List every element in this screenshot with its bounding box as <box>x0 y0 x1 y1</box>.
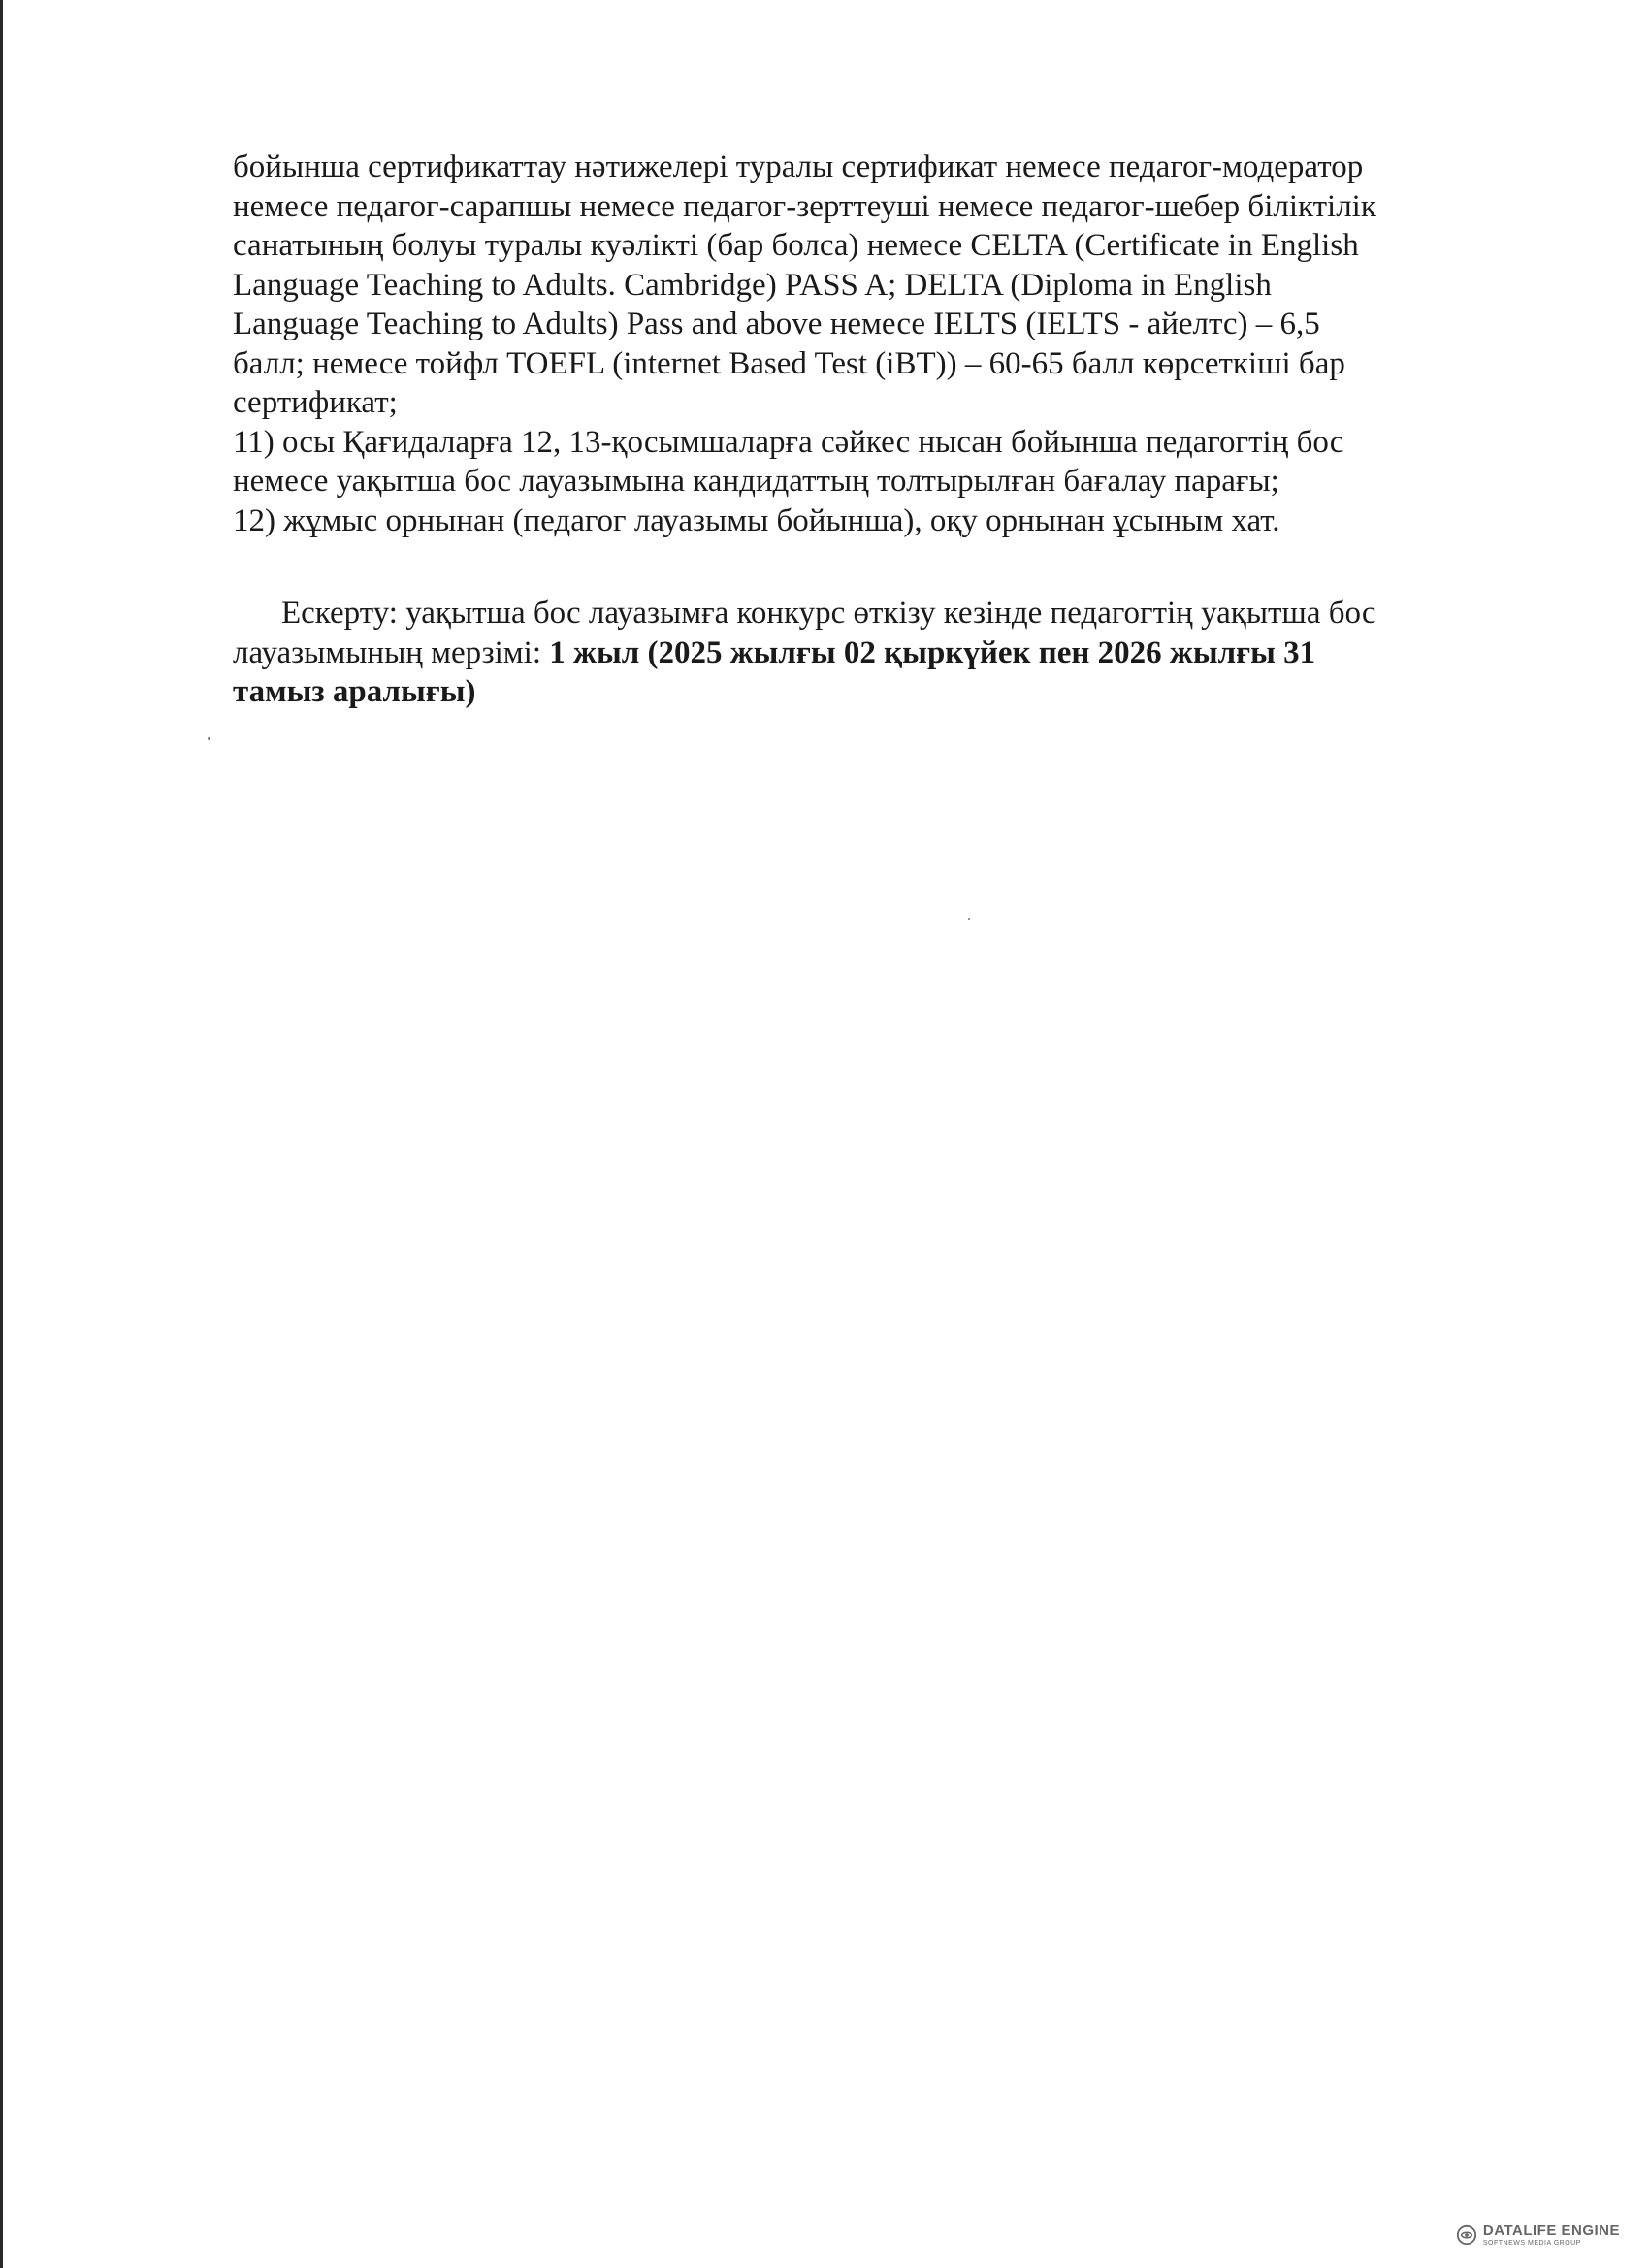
note-line <box>233 633 1494 673</box>
text-line: бойынша сертификаттау нәтижелері туралы сертификат немесе педагог-модератор <box>233 149 1364 184</box>
note-paragraph <box>233 594 1494 712</box>
scan-speck <box>968 918 970 920</box>
datalife-logo-icon <box>1456 2224 1477 2246</box>
footer-brand: DATALIFE ENGINE <box>1482 2222 1620 2239</box>
document-body <box>233 147 1494 540</box>
note-line: Ескерту: уақытша бос лауазымға конкурс өткізу кезінде педагогтің уақытша бос <box>281 596 1376 631</box>
footer-sub: SOFTNEWS MEDIA GROUP <box>1482 2240 1581 2247</box>
text-line: немесе педагог-сарапшы немесе педагог-зерттеуші немесе педагог-шебер біліктілік <box>233 188 1376 224</box>
text-line: балл; немесе тойфл TOEFL (internet Based Test (iBT)) – 60-65 балл көрсеткіші бар <box>233 345 1345 381</box>
text-line: санатының болуы туралы куәлікті (бар болса) немесе CELTA (Certificate in English <box>233 228 1359 263</box>
list-item-11: 11) осы Қағидаларға 12, 13-қосымшаларға сәйкес нысан бойынша педагогтің бос <box>233 424 1344 460</box>
scan-edge <box>0 0 3 2268</box>
text-line: Language Teaching to Adults) Pass and above немесе IELTS (IELTS - айелтс) – 6,5 <box>233 307 1320 341</box>
text-line: немесе уақытша бос лауазымына кандидаттың толтырылған бағалау парағы; <box>233 464 1279 499</box>
list-item-12: 12) жұмыс орнынан (педагог лауазымы бойынша), оқу орнынан ұсыным хат. <box>233 502 1280 538</box>
note-period: 1 жыл (2025 жылғы 02 қыркүйек пен 2026 жылғы 31 <box>549 634 1316 670</box>
note-label: лауазымының мерзімі: <box>233 634 550 670</box>
text-line: Language Teaching to Adults. Cambridge) PASS A; DELTA (Diploma in English <box>233 267 1272 303</box>
footer-logo <box>1456 2223 1620 2247</box>
text-line: сертификат; <box>233 385 398 420</box>
note-period-end: тамыз аралығы) <box>233 674 476 709</box>
footer-logo-text <box>1483 2223 1620 2247</box>
scan-speck <box>208 737 210 740</box>
